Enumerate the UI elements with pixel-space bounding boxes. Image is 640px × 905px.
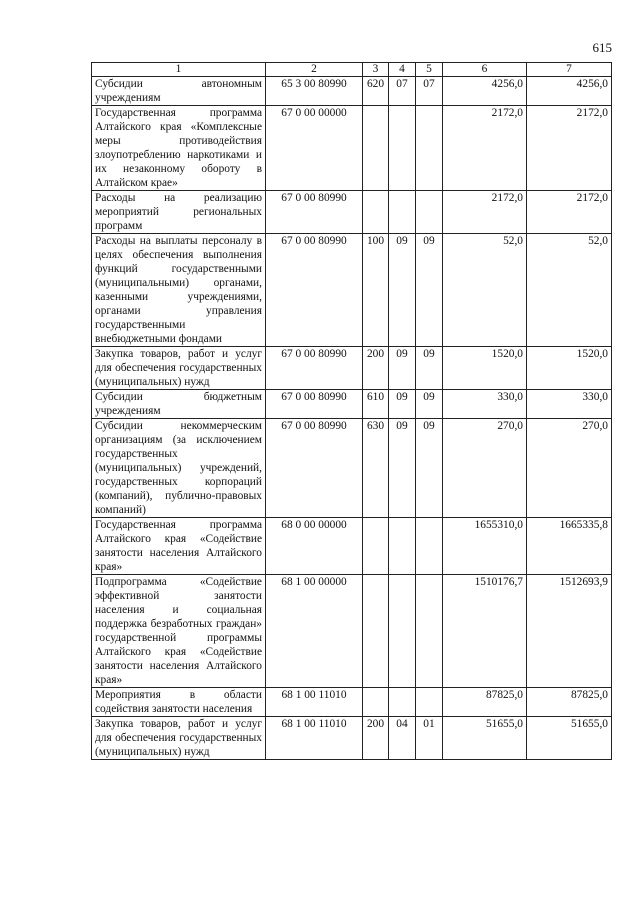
target-code: 67 0 00 80990 xyxy=(266,234,363,347)
expense-name: Подпрограмма «Содействие эффективной занятости населения и социальная поддержка безработных граждан» государственной программы Алтайского края «Содействие занятости населения Алтайского края» xyxy=(92,575,266,688)
section-code xyxy=(389,191,416,234)
amount-col7: 270,0 xyxy=(527,419,612,518)
amount-col7: 2172,0 xyxy=(527,106,612,191)
table-row xyxy=(92,688,612,717)
expense-type-code: 200 xyxy=(363,717,389,760)
amount-col6: 87825,0 xyxy=(443,688,527,717)
section-code xyxy=(389,106,416,191)
amount-col7: 1665335,8 xyxy=(527,518,612,575)
column-header: 2 xyxy=(266,63,363,77)
subsection-code: 07 xyxy=(416,77,443,106)
amount-col7: 2172,0 xyxy=(527,191,612,234)
expense-type-code xyxy=(363,688,389,717)
target-code: 68 1 00 11010 xyxy=(266,688,363,717)
budget-table xyxy=(91,62,612,760)
expense-type-code: 620 xyxy=(363,77,389,106)
target-code: 67 0 00 00000 xyxy=(266,106,363,191)
subsection-code: 09 xyxy=(416,390,443,419)
column-header: 5 xyxy=(416,63,443,77)
subsection-code xyxy=(416,518,443,575)
page-number: 615 xyxy=(592,40,612,55)
amount-col7: 87825,0 xyxy=(527,688,612,717)
section-code: 09 xyxy=(389,390,416,419)
table-row xyxy=(92,717,612,760)
subsection-code xyxy=(416,106,443,191)
subsection-code: 09 xyxy=(416,234,443,347)
table-header-row xyxy=(92,63,612,77)
table-row xyxy=(92,234,612,347)
table-row xyxy=(92,106,612,191)
amount-col6: 270,0 xyxy=(443,419,527,518)
expense-name: Государственная программа Алтайского края «Комплексные меры противодействия злоупотреблению наркотиками и их незаконному обороту в Алтайском крае» xyxy=(92,106,266,191)
section-code: 07 xyxy=(389,77,416,106)
column-header: 6 xyxy=(443,63,527,77)
target-code: 68 1 00 11010 xyxy=(266,717,363,760)
table-row xyxy=(92,77,612,106)
expense-name: Расходы на выплаты персоналу в целях обеспечения выполнения функций государственными (муниципальными) органами, казенными учреждениями, органами управления государственными внебюджетными фондами xyxy=(92,234,266,347)
section-code xyxy=(389,575,416,688)
table-row xyxy=(92,419,612,518)
expense-name: Расходы на реализацию мероприятий региональных программ xyxy=(92,191,266,234)
expense-type-code xyxy=(363,191,389,234)
subsection-code: 01 xyxy=(416,717,443,760)
amount-col7: 52,0 xyxy=(527,234,612,347)
amount-col6: 4256,0 xyxy=(443,77,527,106)
target-code: 67 0 00 80990 xyxy=(266,347,363,390)
amount-col6: 1510176,7 xyxy=(443,575,527,688)
expense-type-code xyxy=(363,106,389,191)
section-code: 09 xyxy=(389,347,416,390)
amount-col7: 330,0 xyxy=(527,390,612,419)
amount-col6: 1655310,0 xyxy=(443,518,527,575)
section-code: 04 xyxy=(389,717,416,760)
amount-col7: 51655,0 xyxy=(527,717,612,760)
amount-col6: 330,0 xyxy=(443,390,527,419)
column-header: 7 xyxy=(527,63,612,77)
table-row xyxy=(92,518,612,575)
subsection-code: 09 xyxy=(416,347,443,390)
column-header: 1 xyxy=(92,63,266,77)
amount-col6: 52,0 xyxy=(443,234,527,347)
target-code: 65 3 00 80990 xyxy=(266,77,363,106)
table-row xyxy=(92,191,612,234)
amount-col7: 4256,0 xyxy=(527,77,612,106)
section-code: 09 xyxy=(389,419,416,518)
expense-type-code xyxy=(363,518,389,575)
expense-type-code: 200 xyxy=(363,347,389,390)
expense-name: Закупка товаров, работ и услуг для обеспечения государственных (муниципальных) нужд xyxy=(92,717,266,760)
expense-type-code: 100 xyxy=(363,234,389,347)
table-row xyxy=(92,347,612,390)
amount-col6: 2172,0 xyxy=(443,191,527,234)
section-code xyxy=(389,688,416,717)
target-code: 68 1 00 00000 xyxy=(266,575,363,688)
expense-name: Субсидии автономным учреждениям xyxy=(92,77,266,106)
amount-col6: 1520,0 xyxy=(443,347,527,390)
table-row xyxy=(92,390,612,419)
table-row xyxy=(92,575,612,688)
amount-col7: 1512693,9 xyxy=(527,575,612,688)
expense-type-code: 630 xyxy=(363,419,389,518)
target-code: 67 0 00 80990 xyxy=(266,191,363,234)
section-code: 09 xyxy=(389,234,416,347)
expense-name: Мероприятия в области содействия занятости населения xyxy=(92,688,266,717)
section-code xyxy=(389,518,416,575)
amount-col6: 2172,0 xyxy=(443,106,527,191)
expense-name: Закупка товаров, работ и услуг для обеспечения государственных (муниципальных) нужд xyxy=(92,347,266,390)
column-header: 4 xyxy=(389,63,416,77)
target-code: 68 0 00 00000 xyxy=(266,518,363,575)
expense-type-code: 610 xyxy=(363,390,389,419)
subsection-code xyxy=(416,191,443,234)
subsection-code: 09 xyxy=(416,419,443,518)
amount-col7: 1520,0 xyxy=(527,347,612,390)
amount-col6: 51655,0 xyxy=(443,717,527,760)
expense-name: Субсидии некоммерческим организациям (за исключением государственных (муниципальных) учреждений, государственных корпораций (компаний), публично-правовых компаний) xyxy=(92,419,266,518)
target-code: 67 0 00 80990 xyxy=(266,390,363,419)
target-code: 67 0 00 80990 xyxy=(266,419,363,518)
expense-name: Субсидии бюджетным учреждениям xyxy=(92,390,266,419)
expense-type-code xyxy=(363,575,389,688)
subsection-code xyxy=(416,688,443,717)
column-header: 3 xyxy=(363,63,389,77)
expense-name: Государственная программа Алтайского края «Содействие занятости населения Алтайского края» xyxy=(92,518,266,575)
subsection-code xyxy=(416,575,443,688)
